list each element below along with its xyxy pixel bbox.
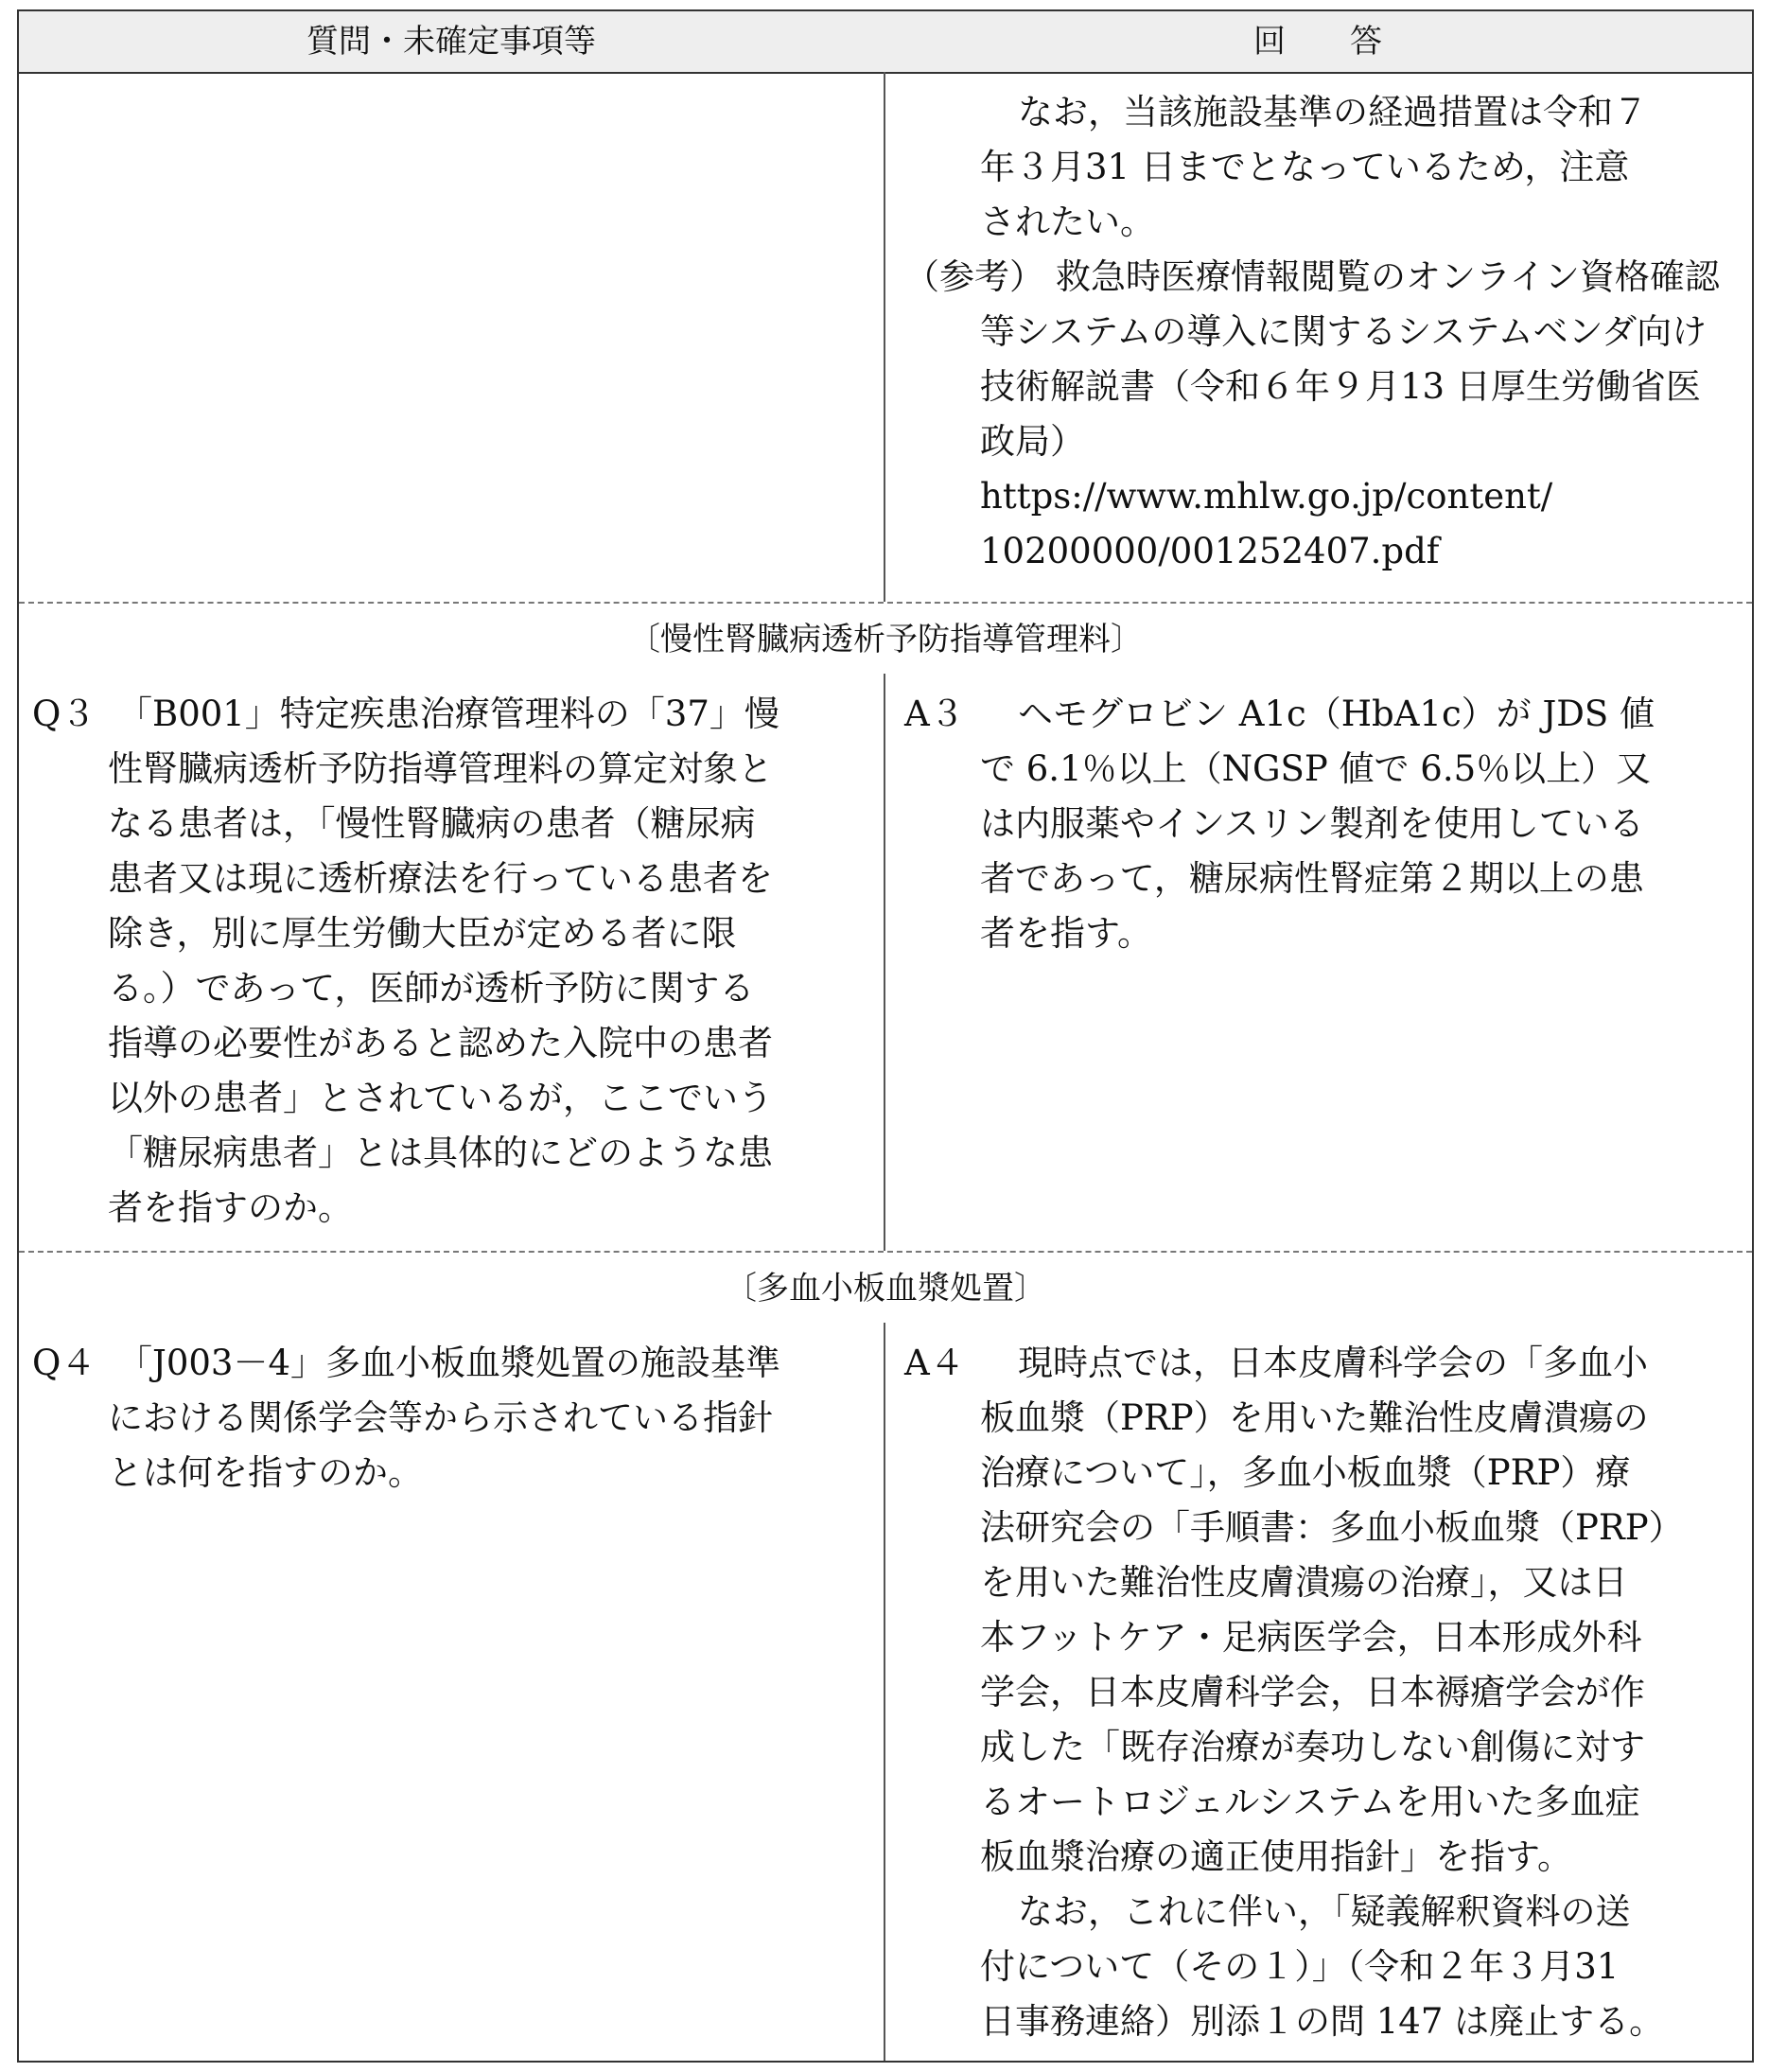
text-line: 「J003－4」多血小板血漿処置の施設基準 — [117, 1343, 780, 1383]
text-line: 者を指すのか。 — [108, 1187, 353, 1228]
text-line: における関係学会等から示されている指針 — [108, 1397, 773, 1438]
text-line: 等システムの導入に関するシステムベンダ向け — [980, 311, 1708, 352]
text-line: 除き，別に厚生労働大臣が定める者に限 — [108, 913, 737, 954]
question-label: Q４ — [32, 1343, 96, 1383]
text-line: を用いた難治性皮膚潰瘍の治療」，又は日 — [980, 1562, 1628, 1603]
section-title: 〔慢性腎臓病透析予防指導管理料〕 — [628, 621, 1143, 658]
text-line: 付について（その１）」（令和２年３月31 — [980, 1946, 1620, 1987]
row-separator — [19, 602, 1752, 604]
text-line: 成した「既存治療が奏功しない創傷に対す — [980, 1727, 1645, 1767]
text-line: 現時点では，日本皮膚科学会の「多血小 — [1018, 1343, 1648, 1383]
text-line: 「糖尿病患者」とは具体的にどのような患 — [108, 1133, 773, 1173]
question-q4 — [32, 1336, 874, 1501]
text-line: 本フットケア・足病医学会，日本形成外科 — [980, 1617, 1642, 1658]
question-column-header: 質問・未確定事項等 — [307, 23, 596, 61]
text-line: る。）であって，医師が透析予防に関する — [108, 968, 755, 1009]
reference-url[interactable]: 10200000/001252407.pdf — [980, 531, 1440, 571]
question-q3 — [32, 687, 874, 1236]
text-line: で 6.1％以上（NGSP 値で 6.5％以上）又 — [980, 748, 1652, 789]
text-line: 者を指す。 — [980, 913, 1153, 954]
text-line: されたい。 — [980, 202, 1155, 242]
qa-table — [17, 9, 1754, 2063]
answer-a3 — [904, 687, 1737, 961]
text-line: なお，これに伴い，「疑義解釈資料の送 — [1018, 1891, 1631, 1932]
table-header — [19, 11, 1752, 74]
text-line: 年３月31 日までとなっているため，注意 — [980, 147, 1630, 187]
answer-column-header: 回 答 — [1253, 23, 1382, 61]
column-divider — [884, 674, 885, 1251]
text-line: 「B001」特定疾患治療管理料の「37」慢 — [117, 694, 779, 734]
text-line: は内服薬やインスリン製剤を使用している — [980, 803, 1644, 844]
text-line: 板血漿治療の適正使用指針」を指す。 — [980, 1836, 1573, 1877]
text-line: 性腎臓病透析予防指導管理料の算定対象と — [108, 748, 773, 789]
text-line: 救急時医療情報閲覧のオンライン資格確認 — [1056, 256, 1720, 297]
reference-block — [904, 250, 1737, 579]
row-separator — [19, 1251, 1752, 1253]
text-line: なお，当該施設基準の経過措置は令和７ — [1018, 92, 1648, 132]
text-line: なる患者は，「慢性腎臓病の患者（糖尿病 — [108, 803, 756, 844]
reference-url[interactable]: https://www.mhlw.go.jp/content/ — [980, 476, 1553, 517]
answer-label: A４ — [904, 1343, 965, 1383]
column-divider — [884, 1323, 885, 2061]
question-label: Q３ — [32, 694, 96, 734]
text-line: 患者又は現に透析療法を行っている患者を — [108, 858, 773, 899]
answer-label: A３ — [904, 694, 965, 734]
column-divider — [884, 72, 885, 602]
text-line: ヘモグロビン A1c（HbA1c）が JDS 値 — [1018, 694, 1655, 734]
answer-a4 — [904, 1336, 1737, 2049]
text-line: 板血漿（PRP）を用いた難治性皮膚潰瘍の — [980, 1397, 1649, 1438]
section-title: 〔多血小板血漿処置〕 — [725, 1270, 1046, 1308]
text-line: とは何を指すのか。 — [108, 1452, 423, 1493]
text-line: 以外の患者」とされているが，ここでいう — [108, 1078, 773, 1118]
text-line: 者であって，糖尿病性腎症第２期以上の患 — [980, 858, 1644, 899]
answer-note-continued — [904, 85, 1737, 250]
text-line: 学会，日本皮膚科学会，日本褥瘡学会が作 — [980, 1672, 1645, 1712]
text-line: 日事務連絡）別添１の問 147 は廃止する。 — [980, 2001, 1665, 2042]
text-line: るオートロジェルシステムを用いた多血症 — [980, 1782, 1640, 1822]
text-line: 法研究会の「手順書：多血小板血漿（PRP） — [980, 1507, 1684, 1548]
text-line: 政局） — [980, 421, 1085, 462]
text-line: 技術解説書（令和６年９月13 日厚生労働省医 — [980, 366, 1701, 407]
reference-label: （参考） — [904, 256, 1044, 297]
text-line: 指導の必要性があると認めた入院中の患者 — [108, 1023, 773, 1063]
text-line: 治療について」，多血小板血漿（PRP）療 — [980, 1452, 1631, 1493]
